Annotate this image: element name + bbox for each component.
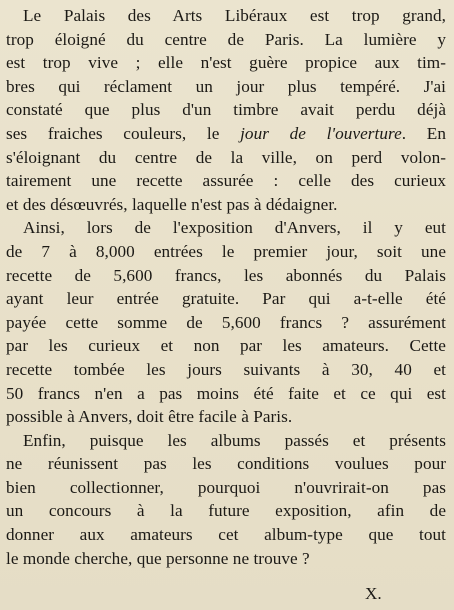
text-segment: ses fraiches couleurs, le (6, 123, 241, 143)
text-line: bien collectionner, pourquoi n'ouvrirait-on pas (6, 477, 446, 497)
text-line: Le Palais des Arts Libéraux est trop grand, (23, 6, 446, 25)
text-line: tairement une recette assurée : celle des curieux (6, 171, 446, 191)
text-line: et des désœuvrés, laquelle n'est pas à dédaigner. (6, 194, 338, 214)
text-line: un concours à la future exposition, afin de (6, 501, 446, 521)
text-line: payée cette somme de 5,600 francs ? assurément (6, 312, 446, 332)
italic-phrase: jour de l'ouverture (240, 123, 402, 143)
text-line: possible à Anvers, doit être facile à Paris. (6, 407, 293, 427)
text-line: trop éloigné du centre de Paris. La lumière y (6, 29, 446, 49)
text-line: Ainsi, lors de l'exposition d'Anvers, il y eut (23, 218, 446, 238)
text-line: le monde cherche, que personne ne trouve ? (6, 548, 310, 568)
text-line: s'éloignant du centre de la ville, on perd volon- (6, 147, 446, 167)
text-segment: . En (401, 123, 447, 143)
text-line: 50 francs n'en a pas moins été faite et ce qui est (6, 383, 446, 403)
text-line: bres qui réclament un jour plus tempéré. J'ai (6, 76, 446, 96)
text-line: recette de 5,600 francs, les abonnés du Palais (6, 265, 446, 285)
paragraph-2 (6, 216, 446, 428)
text-line: par les curieux et non par les amateurs. Cette (6, 336, 446, 356)
paragraph-3 (6, 429, 446, 571)
paragraph-1 (6, 4, 446, 216)
text-line: est trop vive ; elle n'est guère propice aux tim- (6, 53, 446, 73)
text-line: ne réunissent pas les conditions voulues pour (6, 454, 446, 474)
text-line: donner aux amateurs cet album-type que tout (6, 525, 446, 545)
text-line: ayant leur entrée gratuite. Par qui a-t-elle été (6, 289, 446, 309)
text-line: Enfin, puisque les albums passés et présents (23, 430, 446, 450)
signature: X. (365, 584, 382, 603)
text-line: recette tombée les jours suivants à 30, 40 et (6, 359, 446, 379)
text-line: de 7 à 8,000 entrées le premier jour, soit une (6, 241, 446, 261)
text-line: constaté que plus d'un timbre avait perdu déjà (6, 100, 446, 120)
article-text (6, 4, 446, 570)
text-line (6, 122, 446, 146)
